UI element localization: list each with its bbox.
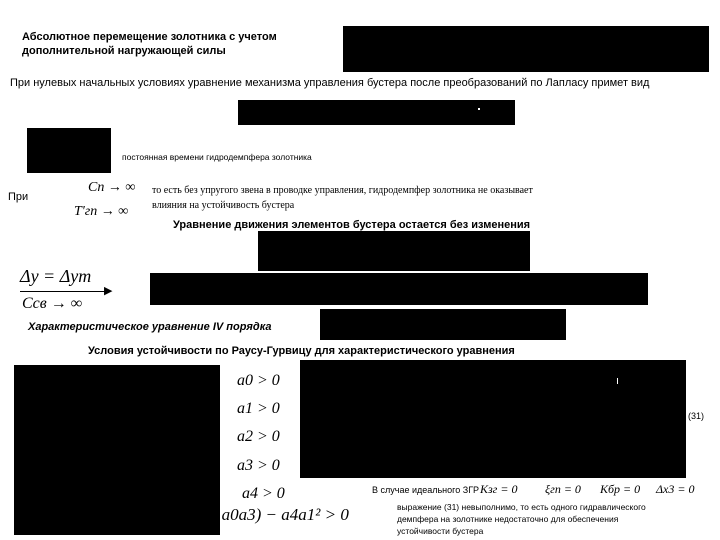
ideal-k: Kзг = 0 [480,482,518,496]
conclusion-line-3: устойчивости бустера [397,526,484,536]
condition-tgp: T'гп → ∞ [74,204,129,219]
formula-block-top [343,26,709,72]
characteristic-equation-block [320,309,566,340]
booster-equation-heading: Уравнение движения элементов бустера остается без изменения [173,219,531,231]
condition-label: При [8,191,29,203]
time-constant-note: постоянная времени гидродемпфера золотника [122,152,312,162]
condition-a1: a1 > 0 [237,400,280,417]
csv-condition: Cсв → ∞ [22,295,83,312]
condition-cp: Cп → ∞ [88,180,136,195]
equation-number: (31) [688,411,705,421]
ideal-xi: ξгп = 0 [545,482,581,496]
delta-equation: Δy = Δym [20,266,92,286]
title-line-2: дополнительной нагружающей силы [22,45,226,57]
routh-heading: Условия устойчивости по Раусу-Гурвицу для характеристического уравнения [88,345,515,357]
characteristic-equation-heading: Характеристическое уравнение IV порядка [28,321,272,333]
laplace-formula-block [238,100,515,125]
condition-big: a3(a1a2 − a0a3) − a4a1² > 0 [145,505,349,524]
condition-text-2: влияния на устойчивость бустера [152,200,295,211]
right-block-mark [617,378,618,384]
intro-text: При нулевых начальных условиях уравнение механизма управления бустера после преобразований по Лапласу примет вид [10,77,650,89]
ideal-dx: Δx3 = 0 [656,482,695,496]
conclusion-line-2: демпфера на золотнике недостаточно для обеспечения [397,514,619,524]
condition-a0: a0 > 0 [237,372,280,389]
condition-a4: a4 > 0 [242,485,285,502]
arrow-line [20,291,110,292]
ideal-kbr: Kбр = 0 [600,482,641,496]
condition-a3: a3 > 0 [237,457,280,474]
ideal-case-prefix: В случае идеального ЗГР [372,485,480,495]
right-formula-block [300,360,686,478]
arrow-head-icon: ▶ [104,285,113,297]
booster-equation-block [258,231,530,271]
conclusion-line-1: выражение (31) невыполнимо, то есть одного гидравлического [397,502,646,512]
title-line-1: Абсолютное перемещение золотника с учетом [22,31,277,43]
condition-text-1: то есть без упругого звена в проводке управления, гидродемпфер золотника не оказывает [152,185,533,196]
formula-dot [478,108,480,110]
time-constant-block [27,128,111,173]
wide-formula-block [150,273,648,305]
condition-a2: a2 > 0 [237,428,280,445]
